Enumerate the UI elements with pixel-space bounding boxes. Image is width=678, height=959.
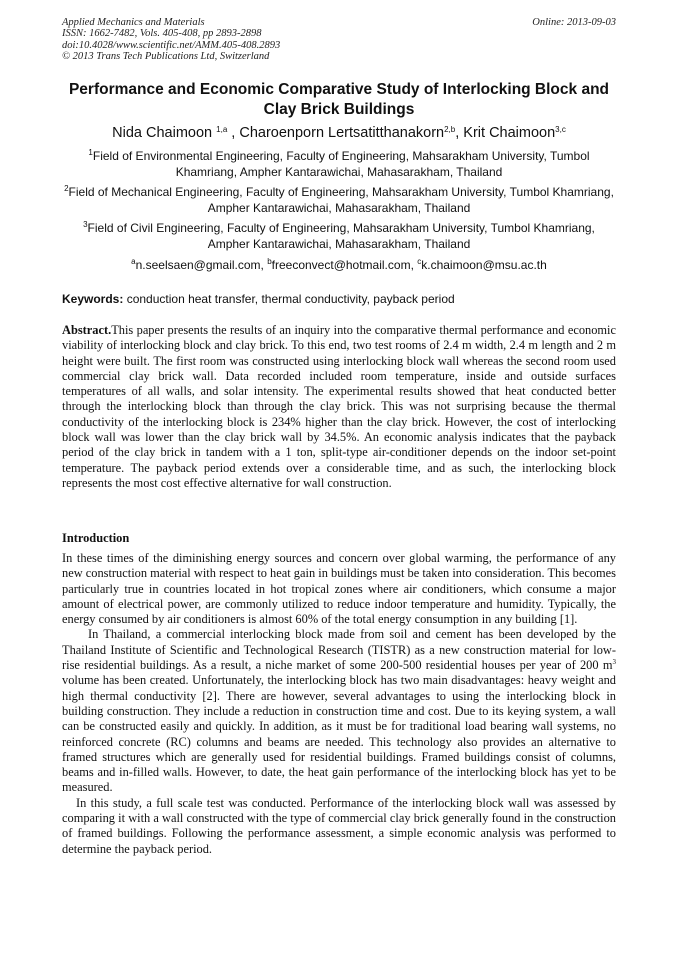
affiliation-text: Field of Mechanical Engineering, Faculty of Engineering, Mahsarakham University, Tumbol Khamriang, Ampher Kantarawichai, Mahasarakham, Thailand <box>68 185 614 215</box>
affiliation-text: Field of Environmental Engineering, Faculty of Engineering, Mahsarakham University, Tumbol Khamriang, Ampher Kantarawichai, Mahasarakham, Thailand <box>92 149 590 179</box>
affiliation <box>62 148 616 180</box>
keywords-text: conduction heat transfer, thermal conductivity, payback period <box>126 292 455 306</box>
author-name: Charoenporn Lertsatitthanakorn <box>239 125 445 141</box>
email-sup: b <box>267 257 272 266</box>
keywords <box>62 291 616 307</box>
paper-title: Performance and Economic Comparative Study of Interlocking Block and Clay Brick Buildings <box>68 81 610 118</box>
email-sup: c <box>417 257 422 266</box>
issn-line: ISSN: 1662-7482, Vols. 405-408, pp 2893-2898 <box>62 28 262 40</box>
author-sup: 1,a <box>216 125 228 134</box>
author-name: Nida Chaimoon <box>112 125 213 141</box>
paragraph-text: volume has been created. Unfortunately, the interlocking block has two main disadvantages: heavy weight and high thermal conductivity [2]. There are however, several advantages to using the interlocking block in building construction. They include a reduction in construction time and cost. Due to its keying system, a wall can be constructed easily and quickly. In addition, as it must be for traditional load bearing wall systems, no reinforced concrete (RC) columns and beams are needed. This technology also provides an alternative to framed structures which are generally used for residential buildings. Framed buildings consist of columns, beams and in-filled walls. However, to date, the heat gain performance of the interlocking block has yet to be measured. <box>62 673 616 795</box>
author-sup: 3,c <box>555 125 566 134</box>
paragraph: In these times of the diminishing energy sources and concern over global warming, the performance of any new construction material with respect to heat gain in buildings must be taken into consideration. This becomes particularly true in countries located in hot tropical zones where air conditioners, which consume a major amount of electrical power, are commonly utilized to reduce indoor temperature and humidity. Typically, the energy consumed by air conditioners is almost 60% of the total energy consumption in any building [1]. <box>62 551 616 627</box>
paragraph: In this study, a full scale test was conducted. Performance of the interlocking block wall was assessed by comparing it with a wall constructed with the type of commercial clay brick generally found in the construction of framed buildings. Following the performance assessment, a simple economic analysis was performed to determine the payback period. <box>62 795 616 856</box>
author-list: Nida Chaimoon $^{1,a}$ , Charoenporn Lertsatitthanakorn$^{2,b}$, Krit Chaimoon$^{3,c}$ <box>112 125 566 141</box>
abstract-label: Abstract. <box>62 323 112 337</box>
affiliation-sup: 1 <box>88 148 93 157</box>
email-list: $^a$n.seelsaen@gmail.com, $^b$freeconvect@hotmail.com, $^c$k.chaimoon@msu.ac.th <box>131 257 547 272</box>
affiliation <box>62 184 616 216</box>
journal-name: Applied Mechanics and Materials <box>62 17 205 28</box>
keywords-label: Keywords: <box>62 292 124 306</box>
email-link[interactable]: n.seelsaen@gmail.com <box>135 258 261 272</box>
affiliation-sup: 2 <box>64 184 69 193</box>
affiliation-text: Field of Civil Engineering, Faculty of Engineering, Mahsarakham University, Tumbol Khamriang, Ampher Kantarawichai, Mahasarakham, Thailand <box>87 221 595 251</box>
author-sup: 2,b <box>444 125 456 134</box>
paragraph <box>62 627 616 795</box>
email-link[interactable]: k.chaimoon@msu.ac.th <box>421 258 547 272</box>
section-heading: Introduction <box>62 531 130 545</box>
email-link[interactable]: freeconvect@hotmail.com <box>271 258 411 272</box>
copyright-line: © 2013 Trans Tech Publications Ltd, Switzerland <box>62 51 270 63</box>
abstract <box>62 323 616 491</box>
affiliation <box>62 220 616 252</box>
paragraph-text: In Thailand, a commercial interlocking block made from soil and cement has been developed by the Thailand Institute of Scientific and Technological Research (TISTR) as a new construction material for low-rise residential buildings. As a result, a niche market of some 200-500 residential houses per year of 200 m <box>62 627 616 673</box>
doi-line: doi:10.4028/www.scientific.net/AMM.405-408.2893 <box>62 39 281 51</box>
superscript: 3 <box>612 658 616 667</box>
abstract-text: This paper presents the results of an inquiry into the comparative thermal performance and economic viability of interlocking block and clay brick. To this end, two test rooms of 2.4 m width, 2.4 m length and 2 m height were built. The first room was constructed using interlocking block wall whereas the second room used commercial clay brick wall. Data recorded included room temperature, inside and outside surfaces temperatures of all walls, and solar intensity. The experimental results showed that heat conducted better through the interlocking block than through the clay brick. This was not surprising because the thermal conductivity of the interlocking block is 234% higher than the clay brick. However, the cost of interlocking block wall was lower than the clay brick wall by 34.5%. An economic analysis indicates that the payback period of the clay brick in tandem with a 1 ton, split-type air-conditioner depends on the indoor set-point temperature. The payback period extends over a considerable time, and as such, the interlocking block represents the most cost effective alternative for wall construction. <box>62 323 616 490</box>
online-date: Online: 2013-09-03 <box>532 17 616 28</box>
affiliation-sup: 3 <box>83 220 88 229</box>
introduction-body <box>62 551 616 857</box>
author-name: Krit Chaimoon <box>463 125 556 141</box>
journal-header <box>62 17 616 63</box>
email-sup: a <box>131 257 136 266</box>
